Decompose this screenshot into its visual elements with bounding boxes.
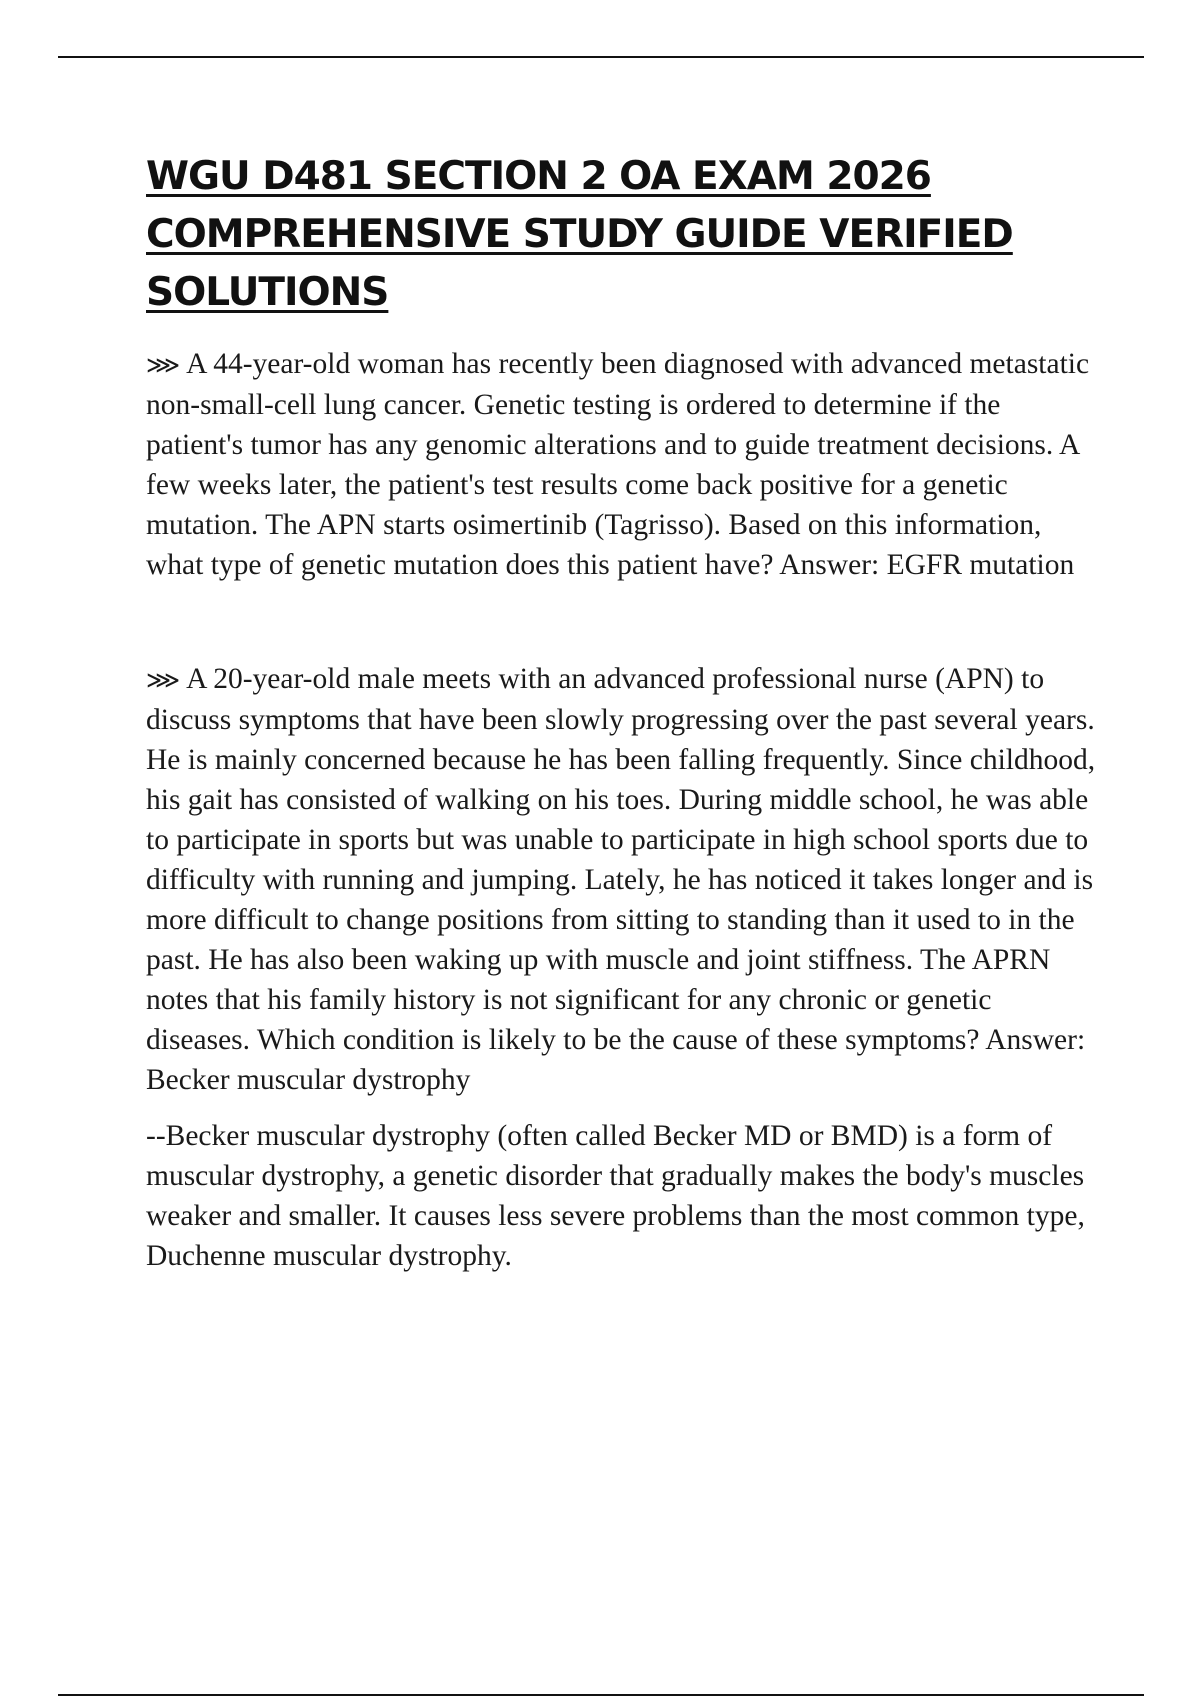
bullet-arrow-icon: ⋙	[146, 666, 181, 694]
question-2	[146, 659, 1096, 1100]
document-title: WGU D481 SECTION 2 OA EXAM 2026 COMPREHENSIVE STUDY GUIDE VERIFIED SOLUTIONS	[146, 154, 1013, 315]
bullet-arrow-icon: ⋙	[146, 351, 181, 379]
top-divider	[58, 56, 1144, 58]
document-body	[146, 148, 1096, 1276]
bottom-divider	[58, 1694, 1144, 1696]
question-1	[146, 344, 1096, 585]
question-1-text: A 44-year-old woman has recently been diagnosed with advanced metastatic non-small-cell lung cancer. Genetic testing is ordered to determine if the patient's tumor has any genomic alterations and to guide treatment decisions. A few weeks later, the patient's test results come back positive for a genetic mutation. The APN starts osimertinib (Tagrisso). Based on this information, what type of genetic mutation does this patient have? Answer: EGFR mutation	[146, 348, 1090, 581]
question-2-explanation: --Becker muscular dystrophy (often called Becker MD or BMD) is a form of muscular dystrophy, a genetic disorder that gradually makes the body's muscles weaker and smaller. It causes less severe problems than the most common type, Duchenne muscular dystrophy.	[146, 1120, 1085, 1272]
question-2-text: A 20-year-old male meets with an advanced professional nurse (APN) to discuss symptoms that have been slowly progressing over the past several years. He is mainly concerned because he has been falling frequently. Since childhood, his gait has consisted of walking on his toes. During middle school, he was able to participate in sports but was unable to participate in high school sports due to difficulty with running and jumping. Lately, he has noticed it takes longer and is more difficult to change positions from sitting to standing than it used to in the past. He has also been waking up with muscle and joint stiffness. The APRN notes that his family history is not significant for any chronic or genetic diseases. Which condition is likely to be the cause of these symptoms? Answer: Becker muscular dystrophy	[146, 663, 1096, 1096]
